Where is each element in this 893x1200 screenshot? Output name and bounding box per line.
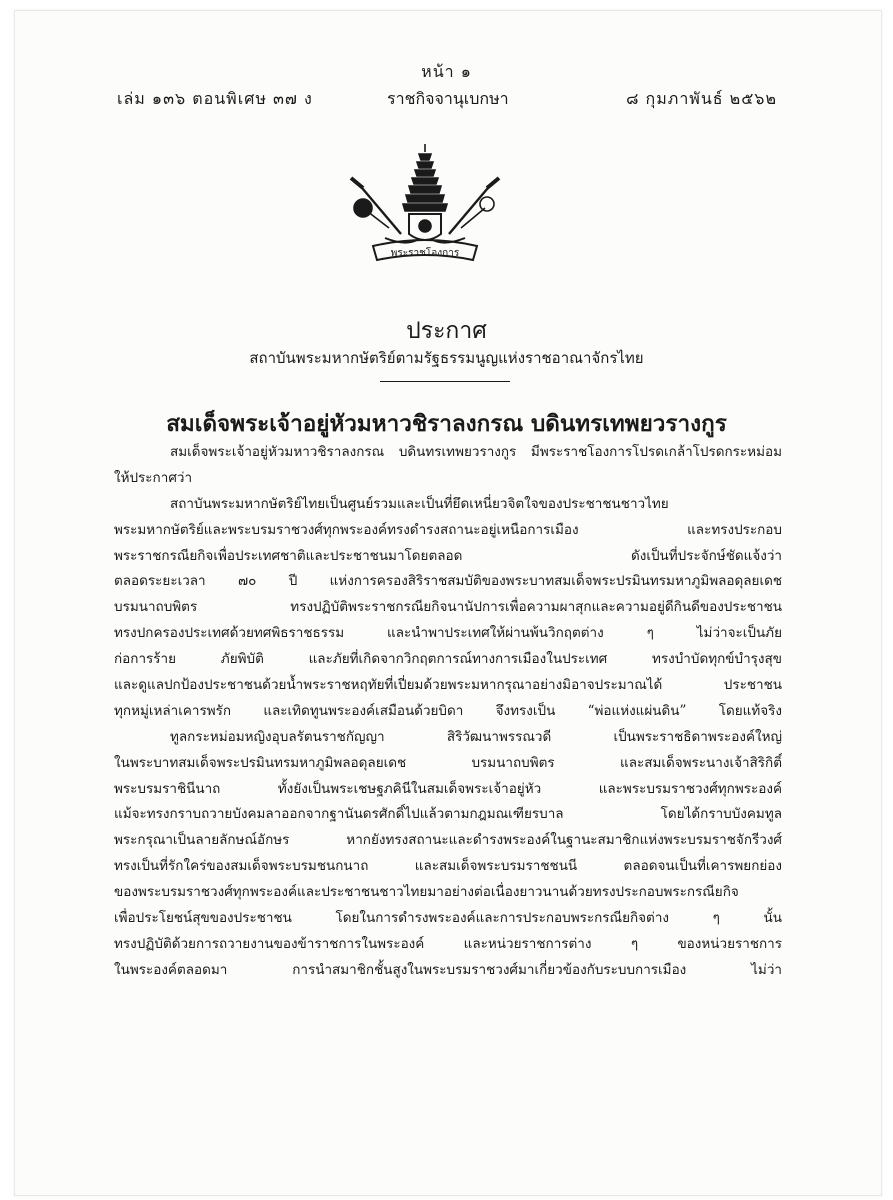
body-line: ทุกหมู่เหล่าเคารพรัก และเทิดทูนพระองค์เสมือนด้วยบิดา จึงทรงเป็น “พ่อแห่งแผ่นดิน” โดยแท้จริง	[114, 702, 782, 719]
divider	[380, 381, 510, 382]
body-line: เพื่อประโยชน์สุขของประชาชน โดยในการดำรงพระองค์และการประกอบพระกรณียกิจต่าง ๆ นั้น	[114, 910, 782, 927]
body-line: ทรงปฏิบัติด้วยการถวายงานของข้าราชการในพระองค์ และหน่วยราชการต่าง ๆ ของหน่วยราชการ	[114, 935, 782, 952]
royal-name-heading: สมเด็จพระเจ้าอยู่หัวมหาวชิราลงกรณ บดินทรเทพยวรางกูร	[166, 411, 727, 437]
publication-date: ๘ กุมภาพันธ์ ๒๕๖๒	[626, 89, 777, 108]
body-line: สถาบันพระมหากษัตริย์ไทยเป็นศูนย์รวมและเป็นที่ยึดเหนี่ยวจิตใจของประชาชนชาวไทย	[170, 495, 669, 512]
body-line: ก่อการร้าย ภัยพิบัติ และภัยที่เกิดจากวิกฤตการณ์ทางการเมืองในประเทศ ทรงบำบัดทุกข์บำรุงสุข	[114, 651, 782, 668]
body-line: ทรงปกครองประเทศด้วยทศพิธราชธรรม และนำพาประเทศให้ผ่านพ้นวิกฤตต่าง ๆ ไม่ว่าจะเป็นภัย	[114, 625, 782, 642]
body-line: ในพระองค์ตลอดมา การนำสมาชิกชั้นสูงในพระบรมราชวงศ์มาเกี่ยวข้องกับระบบการเมือง ไม่ว่า	[114, 961, 782, 978]
royal-emblem-icon	[345, 142, 505, 277]
body-line: ทรงเป็นที่รักใคร่ของสมเด็จพระบรมชนกนาถ และสมเด็จพระบรมราชชนนี ตลอดจนเป็นที่เคารพยกย่อง	[114, 858, 782, 875]
body-line: ตลอดระยะเวลา ๗๐ ปี แห่งการครองสิริราชสมบัติของพระบาทสมเด็จพระปรมินทรมหาภูมิพลอดุลยเดช	[114, 573, 782, 590]
page-number: หน้า ๑	[421, 62, 472, 81]
body-line: สมเด็จพระเจ้าอยู่หัวมหาวชิราลงกรณ บดินทรเทพยวรางกูร มีพระราชโองการโปรดเกล้าโปรดกระหม่อม	[170, 444, 782, 460]
body-line: พระราชกรณียกิจเพื่อประเทศชาติและประชาชนมาโดยตลอด ดังเป็นที่ประจักษ์ชัดแจ้งว่า	[114, 547, 782, 564]
body-line: ของพระบรมราชวงศ์ทุกพระองค์และประชาชนชาวไทยมาอย่างต่อเนื่องยาวนานด้วยทรงประกอบพระกรณียกิจ	[114, 884, 739, 901]
body-line: แม้จะทรงกราบถวายบังคมลาออกจากฐานันดรศักดิ์ไปแล้วตามกฎมณเฑียรบาล โดยได้กราบบังคมทูล	[114, 806, 782, 823]
gazette-header	[117, 87, 777, 109]
gazette-name: ราชกิจจานุเบกษา	[387, 89, 509, 108]
body-line: พระบรมราชินีนาถ ทั้งยังเป็นพระเชษฐภคินีในสมเด็จพระเจ้าอยู่หัว และพระบรมราชวงศ์ทุกพระองค์	[114, 780, 782, 797]
body-line: ทูลกระหม่อมหญิงอุบลรัตนราชกัญญา สิริวัฒนาพรรณวดี เป็นพระราชธิดาพระองค์ใหญ่	[170, 728, 782, 745]
body-line: บรมนาถบพิตร ทรงปฏิบัติพระราชกรณียกิจนานัปการเพื่อความผาสุกและความอยู่ดีกินดีของประชาชน	[114, 599, 782, 616]
body-line: พระมหากษัตริย์และพระบรมราชวงศ์ทุกพระองค์ทรงดำรงสถานะอยู่เหนือการเมือง และทรงประกอบ	[114, 521, 782, 538]
body-line: และดูแลปกป้องประชาชนด้วยน้ำพระราชหฤทัยที่เปี่ยมด้วยพระมหากรุณาอย่างมิอาจประมาณได้ ประชาชน	[114, 677, 782, 694]
body-line: ให้ประกาศว่า	[114, 469, 193, 486]
document-subtitle: สถาบันพระมหากษัตริย์ตามรัฐธรรมนูญแห่งราชอาณาจักรไทย	[249, 349, 644, 367]
body-line: พระกรุณาเป็นลายลักษณ์อักษร หากยังทรงสถานะและดำรงพระองค์ในฐานะสมาชิกแห่งพระบรมราชจักรีวงศ์	[114, 832, 782, 849]
body-line: ในพระบาทสมเด็จพระปรมินทรมหาภูมิพลอดุลยเดช บรมนาถบพิตร และสมเด็จพระนางเจ้าสิริกิติ์	[114, 754, 782, 771]
announcement-body	[114, 440, 782, 984]
emblem-ribbon-text: พระราชโองการ	[390, 248, 460, 259]
document-title: ประกาศ	[406, 318, 487, 344]
volume-issue: เล่ม ๑๓๖ ตอนพิเศษ ๓๗ ง	[117, 89, 313, 108]
